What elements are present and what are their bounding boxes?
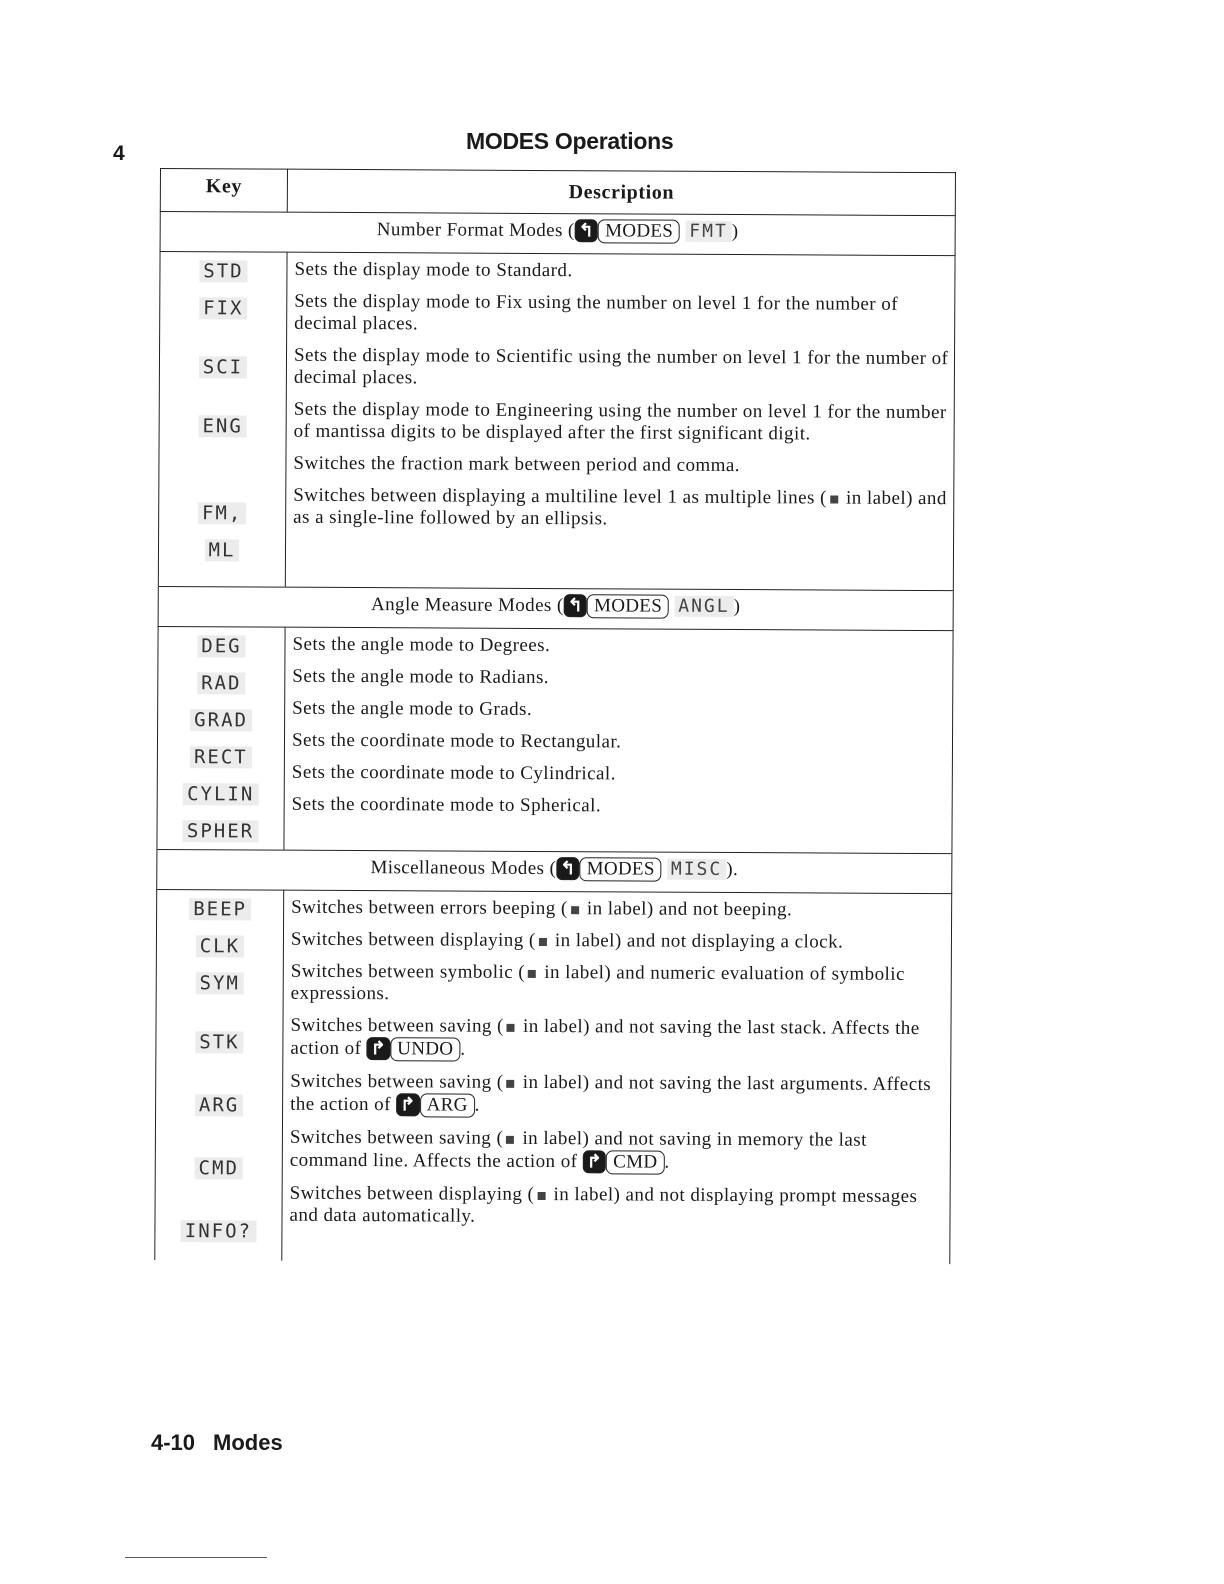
row-description: Switches between errors beeping ( in label) and not beeping.: [291, 896, 793, 921]
menu-key-arg: ARG: [195, 1094, 243, 1116]
menu-key-deg: DEG: [197, 635, 245, 657]
undo-key: UNDO: [390, 1037, 460, 1061]
menu-label: FMT: [685, 221, 732, 242]
menu-key-fix: FIX: [199, 297, 247, 319]
table-header-row: [160, 169, 955, 216]
row-description: Switches between saving ( in label) and not saving in memory the last command line. Affects the action of ↱ CMD .: [289, 1126, 867, 1173]
modes-table: [154, 168, 956, 1264]
row-description: Sets the angle mode to Radians.: [292, 665, 550, 689]
menu-key-rect: RECT: [190, 746, 252, 768]
section-title: Miscellaneous Modes (: [370, 857, 557, 880]
description-column-header: Description: [287, 169, 955, 215]
menu-key-clk: CLK: [196, 935, 244, 957]
left-shift-key-icon: ↰: [575, 219, 599, 242]
menu-key-stk: STK: [195, 1031, 243, 1053]
section-number-format: [160, 212, 955, 256]
menu-key-cylin: CYLIN: [183, 783, 258, 805]
row-description: Switches between saving ( in label) and not saving the last stack. Affects the action of ↱ UNDO .: [290, 1014, 920, 1060]
section-rows: [158, 252, 955, 591]
row-description: Sets the angle mode to Grads.: [292, 697, 533, 720]
row-description: Sets the coordinate mode to Cylindrical.: [291, 761, 616, 785]
section-rows: [155, 889, 952, 1264]
modes-key: MODES: [587, 594, 669, 618]
section-title: Number Format Modes (: [376, 219, 575, 242]
menu-label: ANGL: [674, 596, 733, 617]
right-shift-key-icon: ↱: [396, 1093, 420, 1116]
arg-key: ARG: [420, 1093, 475, 1117]
page-title: MODES Operations: [466, 128, 674, 154]
right-shift-key-icon: ↱: [583, 1150, 607, 1173]
indicator-square-icon: [539, 938, 547, 946]
row-description: Sets the display mode to Engineering using the number on level 1 for the number of mantissa digits to be displayed after the first significant digit.: [293, 398, 947, 445]
chapter-number: 4: [113, 142, 125, 165]
cmd-key: CMD: [606, 1150, 664, 1174]
menu-key-fm: FM,: [198, 502, 246, 524]
section-rows: [157, 626, 953, 853]
page-number: 4-10: [151, 1430, 196, 1455]
right-shift-key-icon: ↱: [367, 1037, 391, 1060]
row-description: Sets the angle mode to Degrees.: [292, 633, 551, 657]
row-description: Switches between symbolic ( in label) and numeric evaluation of symbolic expressions.: [290, 960, 905, 1005]
modes-key: MODES: [598, 219, 680, 243]
row-description: Switches between displaying ( in label) and not displaying prompt messages and data automatically.: [289, 1182, 918, 1227]
indicator-square-icon: [507, 1079, 515, 1087]
section-title-suffix: ).: [726, 858, 739, 881]
row-description: Sets the coordinate mode to Spherical.: [291, 793, 602, 817]
section-angle-measure: [158, 586, 953, 630]
section-miscellaneous: [157, 849, 952, 893]
bottom-divider: [125, 1557, 267, 1558]
indicator-square-icon: [830, 495, 838, 503]
row-description: Switches the fraction mark between period and comma.: [293, 452, 741, 477]
section-title-suffix: ): [731, 220, 739, 243]
indicator-square-icon: [506, 1135, 514, 1143]
menu-key-beep: BEEP: [189, 898, 251, 920]
indicator-square-icon: [571, 906, 579, 914]
row-description: Switches between displaying a multiline level 1 as multiple lines ( in label) and as a single-line followed by an ellipsis.: [293, 484, 947, 530]
indicator-square-icon: [507, 1023, 515, 1031]
key-column-header: Key: [160, 169, 287, 213]
section-title: Angle Measure Modes (: [371, 594, 564, 617]
left-shift-key-icon: ↰: [564, 594, 588, 617]
menu-key-sym: SYM: [196, 972, 244, 994]
modes-key: MODES: [580, 857, 662, 881]
menu-key-grad: GRAD: [190, 709, 252, 731]
row-description: Sets the display mode to Fix using the number on level 1 for the number of decimal places.: [294, 290, 899, 335]
section-title-suffix: ): [733, 596, 741, 618]
indicator-square-icon: [528, 970, 536, 978]
menu-key-std: STD: [199, 260, 247, 282]
row-description: Sets the coordinate mode to Rectangular.: [291, 729, 622, 753]
footer-section-name: Modes: [213, 1430, 283, 1455]
row-description: Switches between displaying ( in label) and not displaying a clock.: [290, 928, 844, 953]
page-footer: [151, 1430, 283, 1456]
menu-key-eng: ENG: [198, 415, 246, 437]
menu-key-rad: RAD: [197, 672, 245, 694]
menu-key-cmd: CMD: [195, 1157, 243, 1179]
menu-key-sci: SCI: [199, 356, 247, 378]
left-shift-key-icon: ↰: [556, 857, 580, 880]
menu-key-spher: SPHER: [183, 820, 258, 842]
indicator-square-icon: [537, 1192, 545, 1200]
row-description: Sets the display mode to Standard.: [294, 258, 573, 282]
menu-label: MISC: [667, 859, 726, 880]
menu-key-ml: ML: [204, 539, 239, 561]
row-description: Sets the display mode to Scientific using the number on level 1 for the number of decimal places.: [293, 344, 949, 389]
row-description: Switches between saving ( in label) and not saving the last arguments. Affects the action of ↱ ARG .: [290, 1070, 932, 1116]
menu-key-info: INFO?: [181, 1220, 256, 1242]
